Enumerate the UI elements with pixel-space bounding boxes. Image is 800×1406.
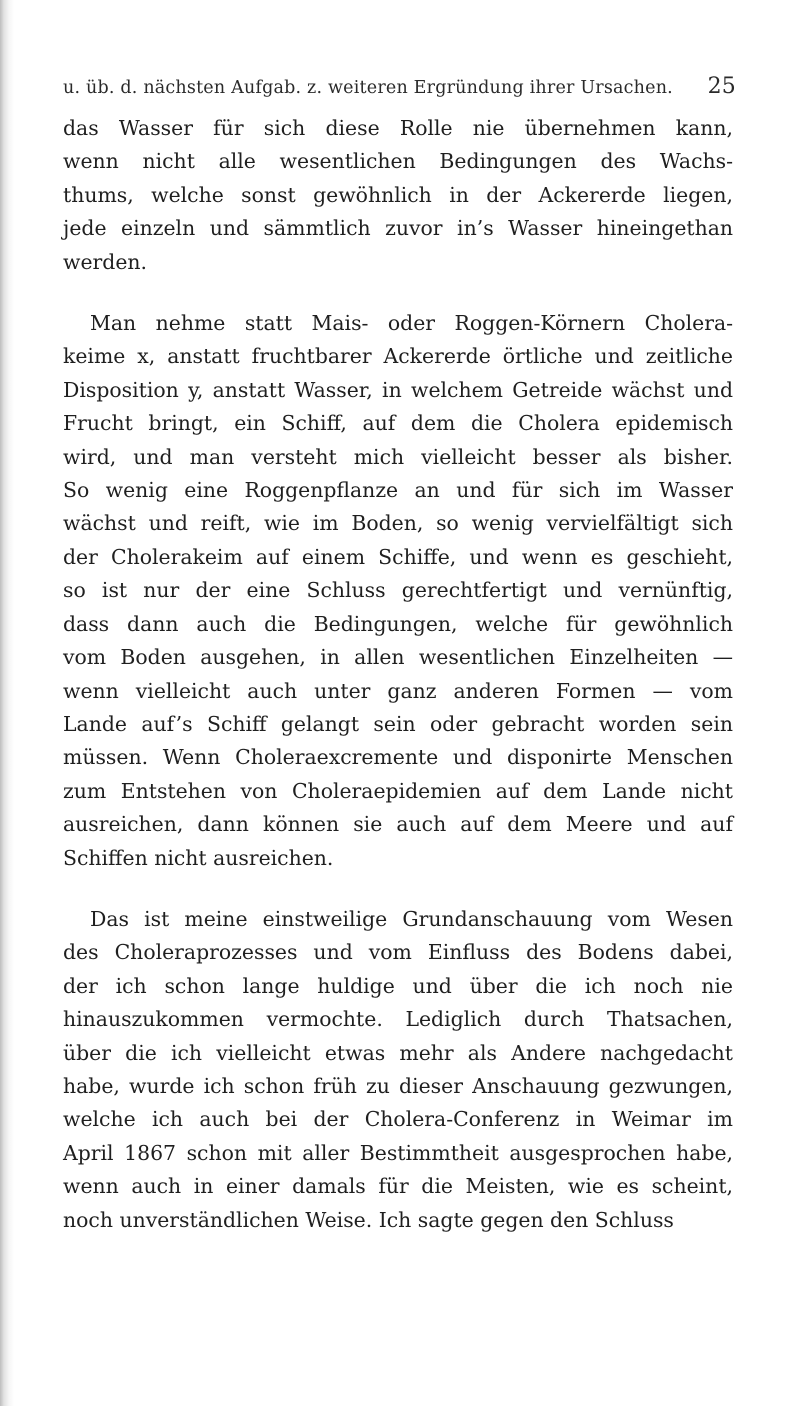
text-line: hinauszukommen vermochte. Lediglich durch Thatsachen,	[63, 1007, 733, 1032]
text-line: wächst und reift, wie im Boden, so wenig vervielfältigt sich	[63, 511, 733, 536]
text-line: der Cholerakeim auf einem Schiffe, und wenn es geschieht,	[63, 544, 733, 569]
body-text	[63, 112, 733, 1237]
text-line: vom Boden ausgehen, in allen wesentlichen Einzelheiten —	[63, 645, 733, 670]
text-line: wenn nicht alle wesentlichen Bedingungen des Wachs-	[63, 149, 733, 174]
text-line: Schiffen nicht ausreichen.	[63, 845, 334, 870]
text-line: müssen. Wenn Choleraexcremente und disponirte Menschen	[63, 745, 733, 770]
text-line: April 1867 schon mit aller Bestimmtheit ausgesprochen habe,	[63, 1140, 733, 1165]
paragraph-1	[63, 112, 733, 279]
text-line: keime x, anstatt fruchtbarer Ackererde örtliche und zeitliche	[63, 344, 733, 369]
text-line: das Wasser für sich diese Rolle nie übernehmen kann,	[63, 116, 733, 140]
paragraph-2	[63, 307, 733, 875]
text-line: des Choleraprozesses und vom Einfluss des Bodens dabei,	[63, 940, 733, 965]
text-line: welche ich auch bei der Cholera-Conferenz in Weimar im	[63, 1107, 733, 1132]
text-line: dass dann auch die Bedingungen, welche für gewöhnlich	[63, 611, 733, 636]
text-line: wird, und man versteht mich vielleicht besser als bisher.	[63, 444, 733, 469]
book-binding-edge	[0, 0, 14, 1406]
text-line: jede einzeln und sämmtlich zuvor in’s Wasser hineingethan	[63, 216, 733, 241]
text-line: der ich schon lange huldige und über die ich noch nie	[63, 973, 733, 998]
text-line: thums, welche sonst gewöhnlich in der Ackererde liegen,	[63, 182, 733, 207]
text-line: wenn vielleicht auch unter ganz anderen Formen — vom	[63, 678, 733, 703]
text-line: ausreichen, dann können sie auch auf dem Meere und auf	[63, 812, 733, 837]
text-line: zum Entstehen von Choleraepidemien auf dem Lande nicht	[63, 778, 733, 803]
running-head-title: u. üb. d. nächsten Aufgab. z. weiteren Ergründung ihrer Ursachen.	[63, 78, 673, 98]
paragraph-3	[63, 903, 733, 1237]
text-line: so ist nur der eine Schluss gerechtfertigt und vernünftig,	[63, 578, 733, 603]
text-line: Man nehme statt Mais- oder Roggen-Körnern Cholera-	[90, 311, 733, 336]
text-line: Disposition y, anstatt Wasser, in welchem Getreide wächst und	[63, 377, 733, 402]
text-line: Das ist meine einstweilige Grundanschauung vom Wesen	[90, 906, 733, 931]
text-line: wenn auch in einer damals für die Meisten, wie es scheint,	[63, 1174, 733, 1199]
running-head	[63, 72, 736, 112]
text-line: werden.	[63, 249, 148, 274]
text-line: habe, wurde ich schon früh zu dieser Anschauung gezwungen,	[63, 1073, 733, 1098]
page-number: 25	[707, 74, 736, 99]
text-line: Frucht bringt, ein Schiff, auf dem die Cholera epidemisch	[63, 411, 733, 436]
text-line: So wenig eine Roggenpflanze an und für sich im Wasser	[63, 478, 733, 503]
text-line: Lande auf’s Schiff gelangt sein oder gebracht worden sein	[63, 711, 733, 736]
text-line: noch unverständlichen Weise. Ich sagte gegen den Schluss	[63, 1207, 674, 1232]
book-page	[63, 72, 736, 1265]
text-line: über die ich vielleicht etwas mehr als Andere nachgedacht	[63, 1040, 733, 1065]
